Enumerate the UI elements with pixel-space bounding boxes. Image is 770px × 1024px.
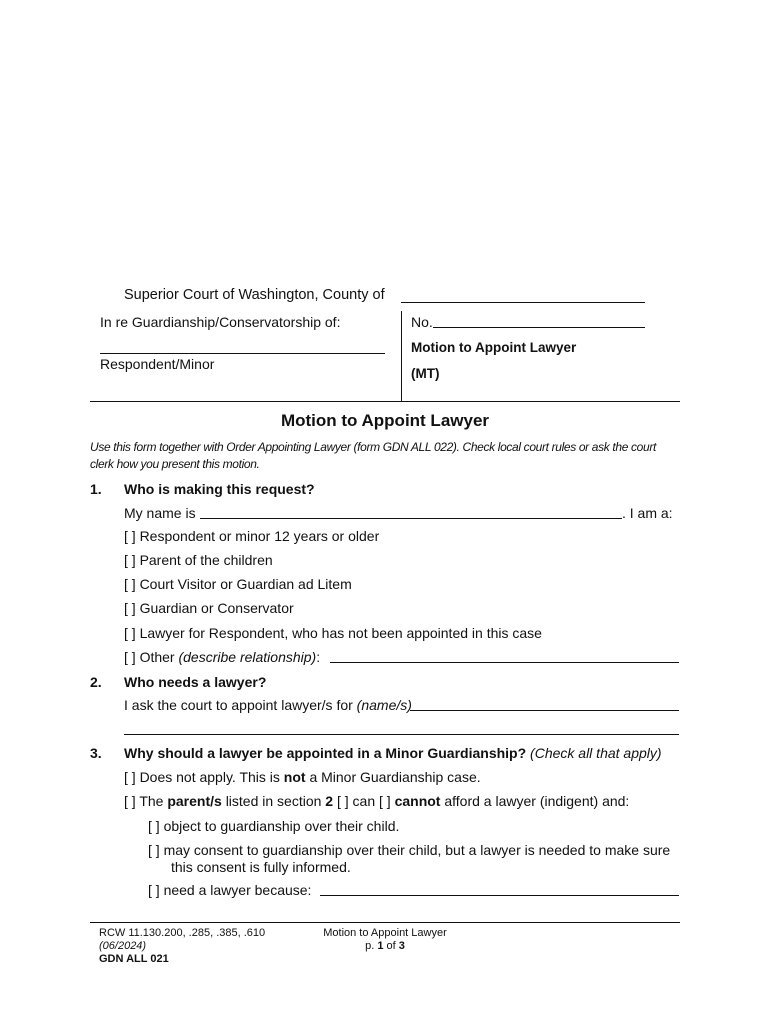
option-parent[interactable]: [124, 552, 273, 568]
option-lawyer[interactable]: [124, 625, 542, 641]
sub-option-need-lawyer[interactable]: [148, 882, 311, 898]
option-label: Parent of the children: [139, 552, 273, 568]
other-label: Other: [139, 649, 175, 665]
ask-court-text: [124, 697, 412, 713]
other-relationship-field[interactable]: [330, 662, 679, 663]
option-label: Respondent or minor 12 years or older: [139, 528, 380, 544]
my-name-label: My name is: [124, 505, 196, 521]
option-text: afford a lawyer (indigent) and:: [444, 793, 630, 809]
section-3-number: 3.: [90, 745, 102, 761]
case-number-label: No.: [411, 314, 433, 330]
checkbox[interactable]: [ ]: [148, 818, 160, 834]
checkbox[interactable]: [ ]: [124, 625, 136, 641]
page-title: Motion to Appoint Lawyer: [280, 411, 490, 430]
option-text-bold: parent/s: [167, 793, 222, 809]
option-text: listed in section: [225, 793, 322, 809]
option-court-visitor[interactable]: [124, 576, 352, 592]
names-field-continued[interactable]: [124, 734, 679, 735]
page-prefix: p.: [365, 940, 375, 952]
in-re-label: In re Guardianship/Conservatorship of:: [100, 314, 341, 330]
checkbox[interactable]: [ ]: [124, 769, 136, 785]
section-3-heading-hint: (Check all that apply): [530, 745, 662, 761]
footer-date: (06/2024): [99, 940, 147, 952]
other-colon: :: [316, 649, 321, 665]
option-other[interactable]: [124, 649, 320, 665]
option-text: object to guardianship over their child.: [163, 818, 400, 834]
page-total: 3: [398, 940, 405, 952]
footer-rule: [90, 922, 680, 923]
option-text: a Minor Guardianship case.: [309, 769, 481, 785]
checkbox[interactable]: [ ]: [124, 600, 136, 616]
option-text-bold: 2: [325, 793, 334, 809]
option-label: Lawyer for Respondent, who has not been appointed in this case: [139, 625, 542, 641]
section-1-heading: Who is making this request?: [124, 481, 315, 497]
section-2-number: 2.: [90, 674, 102, 690]
page-number: 1: [377, 940, 384, 952]
caption-divider: [401, 311, 402, 401]
checkbox[interactable]: [ ]: [148, 842, 160, 858]
checkbox[interactable]: [ ]: [124, 649, 136, 665]
respondent-name-field[interactable]: [100, 353, 385, 354]
footer-form-number: GDN ALL 021: [99, 953, 169, 965]
checkbox[interactable]: [ ]: [148, 882, 160, 898]
option-text: may consent to guardianship over their child, but a lawyer is needed to make sure: [163, 842, 671, 858]
option-guardian[interactable]: [124, 600, 294, 616]
i-am-a-label: . I am a:: [622, 505, 673, 521]
other-hint: (describe relationship): [178, 649, 317, 665]
sub-option-consent[interactable]: [148, 842, 670, 858]
ask-text: I ask the court to appoint lawyer/s for: [124, 697, 353, 713]
instructions-line-2: clerk how you present this motion.: [90, 457, 260, 471]
sub-option-object[interactable]: [148, 818, 399, 834]
checkbox[interactable]: [ ]: [124, 576, 136, 592]
option-respondent[interactable]: [124, 528, 379, 544]
section-3-heading-text: Why should a lawyer be appointed in a Minor Guardianship?: [124, 745, 527, 761]
checkbox[interactable]: [ ]: [124, 793, 136, 809]
instructions-line-1: Use this form together with Order Appointing Lawyer (form GDN ALL 022). Check local court rules or ask the court: [90, 440, 656, 454]
caption-bottom-rule: [90, 401, 680, 402]
sub-option-consent-line-2: this consent is fully informed.: [171, 859, 351, 875]
option-label: Court Visitor or Guardian ad Litem: [139, 576, 352, 592]
footer-title: Motion to Appoint Lawyer: [323, 927, 447, 939]
caption-case-code: (MT): [411, 366, 440, 381]
need-lawyer-reason-field[interactable]: [320, 895, 679, 896]
option-does-not-apply[interactable]: [124, 769, 481, 785]
section-1-number: 1.: [90, 481, 102, 497]
ask-hint: (name/s): [356, 697, 412, 713]
option-text-bold: not: [283, 769, 306, 785]
option-text: The: [139, 793, 164, 809]
page-of: of: [386, 940, 396, 952]
caption-case-title: Motion to Appoint Lawyer: [411, 340, 577, 355]
checkbox[interactable]: [ ]: [124, 528, 136, 544]
court-prefix: Superior Court of Washington, County of: [124, 287, 385, 303]
option-text-bold: cannot: [394, 793, 441, 809]
footer-rcw: RCW 11.130.200, .285, .385, .610: [99, 927, 266, 939]
option-label: Guardian or Conservator: [139, 600, 294, 616]
my-name-field[interactable]: [200, 518, 622, 519]
option-parents-indigent[interactable]: [124, 793, 629, 809]
section-2-heading: Who needs a lawyer?: [124, 674, 267, 690]
names-field[interactable]: [410, 710, 679, 711]
case-number-field[interactable]: [433, 327, 645, 328]
can-cannot-checkboxes[interactable]: [ ] can [ ]: [336, 793, 391, 809]
court-heading: [124, 287, 385, 303]
county-field[interactable]: [401, 302, 645, 303]
checkbox[interactable]: [ ]: [124, 552, 136, 568]
respondent-label: Respondent/Minor: [100, 356, 215, 372]
section-3-heading: [124, 745, 662, 761]
footer-page: [285, 940, 485, 952]
option-text: Does not apply. This is: [139, 769, 280, 785]
option-text: need a lawyer because:: [163, 882, 312, 898]
